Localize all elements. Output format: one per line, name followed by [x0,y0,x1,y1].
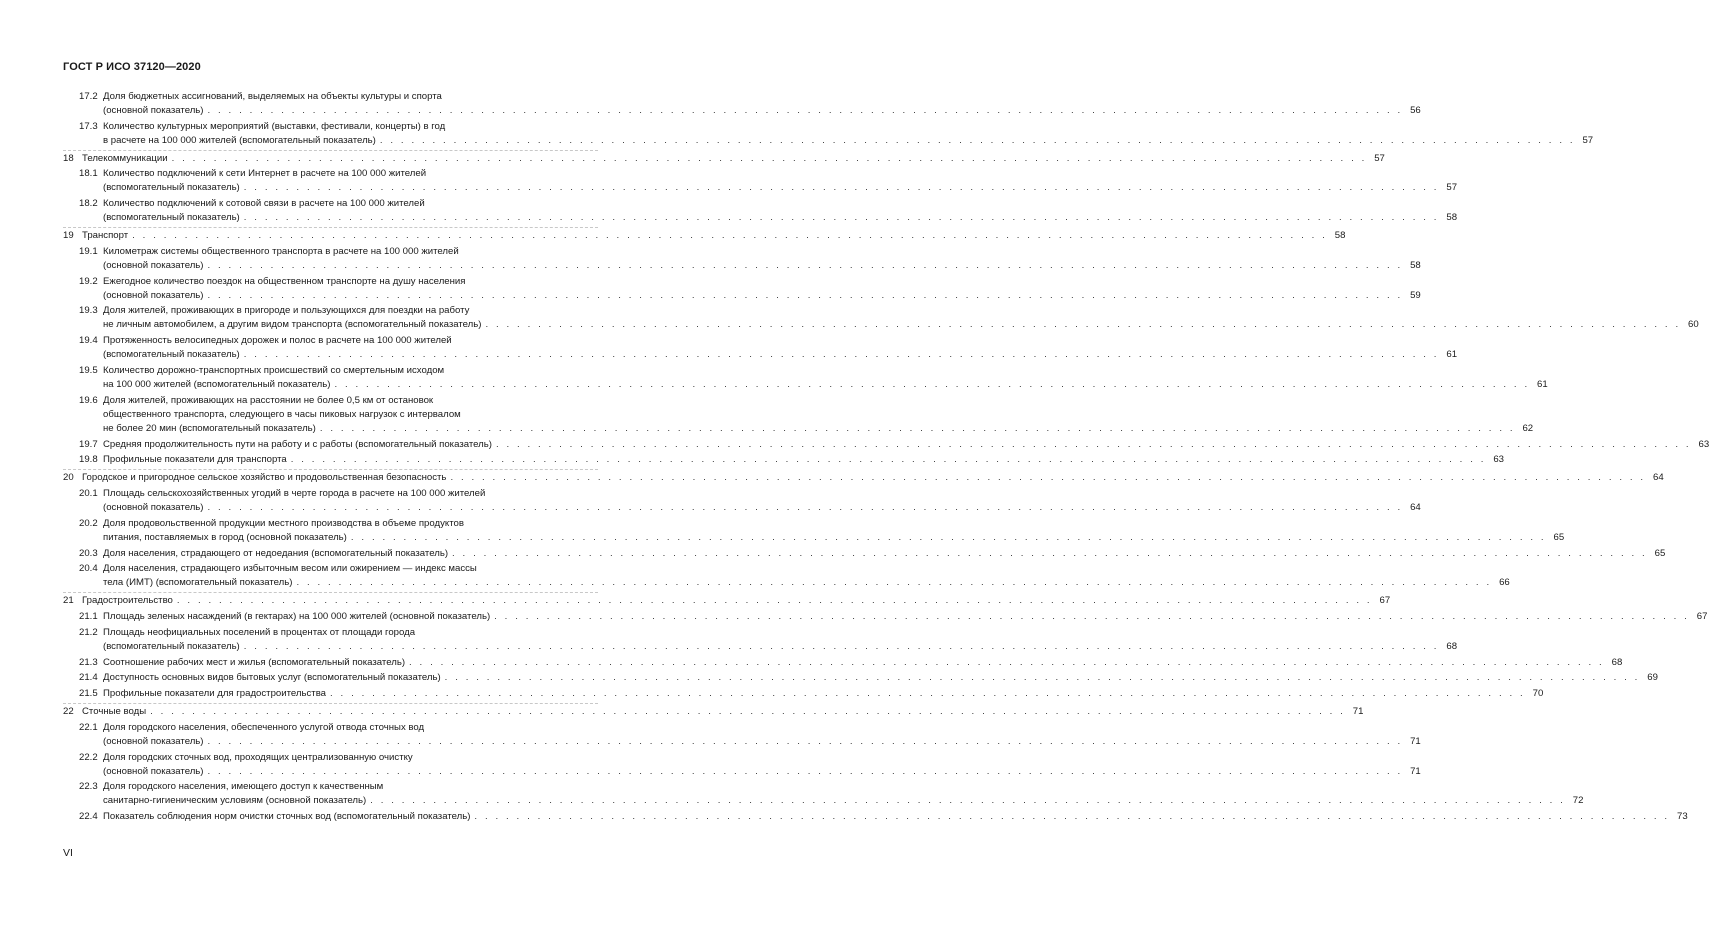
toc-page-number: 57 [1374,152,1385,164]
toc-title: питания, поставляемых в город (основной показатель) [103,531,347,543]
toc-title: Соотношение рабочих мест и жилья (вспомогательный показатель) [103,656,406,668]
toc-section[interactable] [63,229,1346,243]
toc-title: Доля жителей, проживающих на расстоянии не более 0,5 км от остановок [103,394,434,406]
toc-subsection[interactable] [63,721,1421,749]
toc-number: 21.2 [79,626,98,638]
toc-section[interactable] [63,705,1364,719]
toc-title: в расчете на 100 000 жителей (вспомогательный показатель) [103,134,376,146]
toc-number: 19.2 [79,275,98,287]
toc-number [79,181,103,195]
toc-subsection[interactable] [63,656,1623,670]
toc-number [79,576,103,590]
dot-leader: . . . . . . . . . . . . . . . . . . . . . . . . . . . . . . . . . . . . . . . . . . . . . . . . . . . . . . . . . . . . . . . . . . . . . . . . . . . . . . . . . . . . . . . . . . . . . . . . . . . . . . . . . . . . . . . . . . [243,349,1440,361]
toc-title: Профильные показатели для транспорта [103,454,287,466]
toc-number: 22.3 [79,781,98,793]
toc-number: 17.3 [79,120,98,132]
dot-leader: . . . . . . . . . . . . . . . . . . . . . . . . . . . . . . . . . . . . . . . . . . . . . . . . . . . . . . . . . . . . . . . . . . . . . . . . . . . . . . . . . . . . . . . . . . . . . . . . . . . . . . . . . . . . . . . . . . [243,212,1440,224]
toc-number: 19.5 [79,364,98,376]
toc-number [79,259,103,273]
toc-number: 18.2 [79,198,98,210]
dot-leader: . . . . . . . . . . . . . . . . . . . . . . . . . . . . . . . . . . . . . . . . . . . . . . . . . . . . . . . . . . . . . . . . . . . . . . . . . . . . . . . . . . . . . . . . . . . . . . . . . . . . . . . . . . . . . . . . . . [319,422,1516,434]
toc-title: Транспорт [82,229,129,241]
dot-leader: . . . . . . . . . . . . . . . . . . . . . . . . . . . . . . . . . . . . . . . . . . . . . . . . . . . . . . . . . . . . . . . . . . . . . . . . . . . . . . . . . . . . . . . . . . . . . . . . . . . . . . . . . . . . . . . . . . [409,656,1605,668]
dot-leader: . . . . . . . . . . . . . . . . . . . . . . . . . . . . . . . . . . . . . . . . . . . . . . . . . . . . . . . . . . . . . . . . . . . . . . . . . . . . . . . . . . . . . . . . . . . . . . . . . . . . . . . . . . . . . . . . . . [207,735,1403,747]
toc-number: 22.2 [79,751,98,763]
toc-title: санитарно-гигиеническим условиям (основной показатель) [103,795,367,807]
toc-title: Доля городского населения, имеющего доступ к качественным [103,781,384,793]
toc-page-number: 71 [1410,765,1421,777]
toc-number: 19.3 [79,305,98,317]
toc-page-number: 66 [1499,577,1510,589]
dot-leader: . . . . . . . . . . . . . . . . . . . . . . . . . . . . . . . . . . . . . . . . . . . . . . . . . . . . . . . . . . . . . . . . . . . . . . . . . . . . . . . . . . . . . . . . . . . . . . . . . . . . . . . . . . . . . . . . . . [494,610,1690,622]
section-divider [63,469,598,470]
toc-page-number: 67 [1696,610,1708,622]
toc-title: Площадь зеленых насаждений (в гектарах) на 100 000 жителей (основной показатель) [103,610,491,622]
toc-subsection[interactable] [63,438,1709,452]
toc-title: Доля населения, страдающего избыточным весом или ожирением — индекс массы [103,563,477,575]
dot-leader: . . . . . . . . . . . . . . . . . . . . . . . . . . . . . . . . . . . . . . . . . . . . . . . . . . . . . . . . . . . . . . . . . . . . . . . . . . . . . . . . . . . . . . . . . . . . . . . . . . . . . . . . . . . . . . . . . . [243,640,1440,652]
toc-page-number: 63 [1698,438,1709,450]
toc-title: (основной показатель) [103,501,204,513]
toc-number: 19.8 [79,454,98,466]
dot-leader: . . . . . . . . . . . . . . . . . . . . . . . . . . . . . . . . . . . . . . . . . . . . . . . . . . . . . . . . . . . . . . . . . . . . . . . . . . . . . . . . . . . . . . . . . . . . . . . . . . . . . . . . . . . . . . . . . . [171,152,1367,164]
toc-page-number: 59 [1410,289,1421,301]
dot-leader: . . . . . . . . . . . . . . . . . . . . . . . . . . . . . . . . . . . . . . . . . . . . . . . . . . . . . . . . . . . . . . . . . . . . . . . . . . . . . . . . . . . . . . . . . . . . . . . . . . . . . . . . . . . . . . . . . . [350,531,1547,543]
toc-number [79,211,103,225]
toc-title: Сточные воды [82,705,147,717]
toc-number: 19.7 [79,438,98,450]
toc-subsection[interactable] [63,364,1548,392]
toc-number: 21.5 [79,688,98,700]
section-divider [63,227,598,228]
toc-number: 19.4 [79,335,98,347]
toc-title: (вспомогательный показатель) [103,212,240,224]
toc-page-number: 67 [1379,595,1391,607]
toc-subsection[interactable] [63,487,1421,515]
toc-title: (вспомогательный показатель) [103,182,240,194]
dot-leader: . . . . . . . . . . . . . . . . . . . . . . . . . . . . . . . . . . . . . . . . . . . . . . . . . . . . . . . . . . . . . . . . . . . . . . . . . . . . . . . . . . . . . . . . . . . . . . . . . . . . . . . . . . . . . . . . . . [290,454,1486,466]
toc-number: 22 [63,705,74,717]
toc-subsection[interactable] [63,453,1504,467]
toc-title: Городское и пригородное сельское хозяйство и продовольственная безопасность [82,472,447,484]
toc-title: (вспомогательный показатель) [103,640,240,652]
toc-number: 22.1 [79,721,98,733]
toc-title: общественного транспорта, следующего в часы пиковых нагрузок с интервалом [103,408,461,420]
dot-leader: . . . . . . . . . . . . . . . . . . . . . . . . . . . . . . . . . . . . . . . . . . . . . . . . . . . . . . . . . . . . . . . . . . . . . . . . . . . . . . . . . . . . . . . . . . . . . . . . . . . . . . . . . . . . . . . . . . [207,765,1403,777]
toc-page-number: 58 [1334,229,1346,241]
toc-title: Протяженность велосипедных дорожек и полос в расчете на 100 000 жителей [103,335,452,347]
toc-subsection[interactable] [63,626,1458,654]
dot-leader: . . . . . . . . . . . . . . . . . . . . . . . . . . . . . . . . . . . . . . . . . . . . . . . . . . . . . . . . . . . . . . . . . . . . . . . . . . . . . . . . . . . . . . . . . . . . . . . . . . . . . . . . . . . . . . . . . . [370,795,1566,807]
toc-title: Доля продовольственной продукции местного производства в объеме продуктов [103,517,464,529]
table-of-contents [63,90,1709,826]
dot-leader: . . . . . . . . . . . . . . . . . . . . . . . . . . . . . . . . . . . . . . . . . . . . . . . . . . . . . . . . . . . . . . . . . . . . . . . . . . . . . . . . . . . . . . . . . . . . . . . . . . . . . . . . . . . . . . . . . . [243,182,1440,194]
toc-number: 19.6 [79,394,98,406]
toc-title: Показатель соблюдения норм очистки сточных вод (вспомогательный показатель) [103,811,471,823]
toc-title: Градостроительство [82,595,173,607]
toc-title: Площадь сельскохозяйственных угодий в черте города в расчете на 100 000 жителей [103,487,486,499]
dot-leader: . . . . . . . . . . . . . . . . . . . . . . . . . . . . . . . . . . . . . . . . . . . . . . . . . . . . . . . . . . . . . . . . . . . . . . . . . . . . . . . . . . . . . . . . . . . . . . . . . . . . . . . . . . . . . . . . . . [207,259,1403,271]
toc-page-number: 73 [1677,811,1688,823]
toc-number: 20.4 [79,563,98,575]
toc-page-number: 68 [1446,640,1458,652]
dot-leader: . . . . . . . . . . . . . . . . . . . . . . . . . . . . . . . . . . . . . . . . . . . . . . . . . . . . . . . . . . . . . . . . . . . . . . . . . . . . . . . . . . . . . . . . . . . . . . . . . . . . . . . . . . . . . . . . . . [296,577,1492,589]
toc-title: не более 20 мин (вспомогательный показатель) [103,422,316,434]
toc-title: Доля городского населения, обеспеченного услугой отвода сточных вод [103,721,425,733]
toc-title: Доступность основных видов бытовых услуг (вспомогательный показатель) [103,672,441,684]
toc-title: Количество дорожно-транспортных происшествий со смертельным исходом [103,364,445,376]
dot-leader: . . . . . . . . . . . . . . . . . . . . . . . . . . . . . . . . . . . . . . . . . . . . . . . . . . . . . . . . . . . . . . . . . . . . . . . . . . . . . . . . . . . . . . . . . . . . . . . . . . . . . . . . . . . . . . . . . . [207,501,1403,513]
toc-subsection[interactable] [63,810,1688,824]
toc-title: (основной показатель) [103,105,204,116]
toc-number: 20 [63,472,74,484]
dot-leader: . . . . . . . . . . . . . . . . . . . . . . . . . . . . . . . . . . . . . . . . . . . . . . . . . . . . . . . . . . . . . . . . . . . . . . . . . . . . . . . . . . . . . . . . . . . . . . . . . . . . . . . . . . . . . . . . . . [334,378,1530,390]
dot-leader: . . . . . . . . . . . . . . . . . . . . . . . . . . . . . . . . . . . . . . . . . . . . . . . . . . . . . . . . . . . . . . . . . . . . . . . . . . . . . . . . . . . . . . . . . . . . . . . . . . . . . . . . . . . . . . . . . . [450,472,1646,484]
toc-number: 18 [63,152,74,164]
document-header: ГОСТ Р ИСО 37120—2020 [63,61,201,73]
toc-number: 18.1 [79,168,98,180]
toc-title: на 100 000 жителей (вспомогательный показатель) [103,378,331,390]
toc-title: Ежегодное количество поездок на общественном транспорте на душу населения [103,275,466,287]
toc-title: Километраж системы общественного транспорта в расчете на 100 000 жителей [103,245,459,257]
toc-number [79,318,103,332]
toc-number [79,348,103,362]
toc-subsection[interactable] [63,547,1666,561]
dot-leader: . . . . . . . . . . . . . . . . . . . . . . . . . . . . . . . . . . . . . . . . . . . . . . . . . . . . . . . . . . . . . . . . . . . . . . . . . . . . . . . . . . . . . . . . . . . . . . . . . . . . . . . . . . . . . . . . . . [207,105,1403,116]
dot-leader: . . . . . . . . . . . . . . . . . . . . . . . . . . . . . . . . . . . . . . . . . . . . . . . . . . . . . . . . . . . . . . . . . . . . . . . . . . . . . . . . . . . . . . . . . . . . . . . . . . . . . . . . . . . . . . . . . . [444,672,1640,684]
toc-number [79,408,103,422]
toc-number [79,422,103,436]
toc-subsection[interactable] [63,334,1458,362]
toc-number: 21.4 [79,672,98,684]
toc-subsection[interactable] [63,780,1584,808]
toc-page-number: 71 [1410,735,1421,747]
toc-subsection[interactable] [63,671,1658,685]
section-divider [63,592,598,593]
toc-number [79,378,103,392]
toc-page-number: 72 [1572,795,1584,807]
toc-number: 21 [63,595,74,607]
toc-subsection[interactable] [63,751,1421,779]
toc-page-number: 61 [1446,349,1458,361]
toc-page-number: 61 [1537,378,1548,390]
toc-page-number: 71 [1352,705,1364,717]
toc-title: тела (ИМТ) (вспомогательный показатель) [103,577,293,589]
dot-leader: . . . . . . . . . . . . . . . . . . . . . . . . . . . . . . . . . . . . . . . . . . . . . . . . . . . . . . . . . . . . . . . . . . . . . . . . . . . . . . . . . . . . . . . . . . . . . . . . . . . . . . . . . . . . . . . . . . [485,319,1681,331]
toc-title: (основной показатель) [103,289,204,301]
toc-page-number: 65 [1654,547,1666,559]
toc-section[interactable] [63,594,1391,608]
dot-leader: . . . . . . . . . . . . . . . . . . . . . . . . . . . . . . . . . . . . . . . . . . . . . . . . . . . . . . . . . . . . . . . . . . . . . . . . . . . . . . . . . . . . . . . . . . . . . . . . . . . . . . . . . . . . . . . . . . [330,688,1526,700]
toc-page-number: 58 [1446,212,1458,224]
toc-page-number: 70 [1532,688,1544,700]
toc-subsection[interactable] [63,167,1458,195]
toc-title: (вспомогательный показатель) [103,349,240,361]
toc-page-number: 64 [1653,472,1664,484]
toc-number [79,501,103,515]
toc-number [79,289,103,303]
toc-number [79,134,103,148]
toc-title: (основной показатель) [103,765,204,777]
toc-subsection[interactable] [63,90,1421,118]
toc-title: Профильные показатели для градостроительства [103,688,327,700]
toc-number: 17.2 [79,91,98,102]
toc-number: 20.1 [79,487,98,499]
toc-subsection[interactable] [63,687,1544,701]
toc-subsection[interactable] [63,394,1534,436]
toc-title: Телекоммуникации [82,152,168,164]
toc-title: Доля жителей, проживающих в пригороде и пользующихся для поездки на работу [103,305,470,317]
toc-number: 20.2 [79,517,98,529]
toc-subsection[interactable] [63,275,1421,303]
toc-title: Доля населения, страдающего от недоедания (вспомогательный показатель) [103,547,449,559]
toc-subsection[interactable] [63,517,1565,545]
toc-subsection[interactable] [63,304,1699,332]
toc-title: Количество подключений к сотовой связи в расчете на 100 000 жителей [103,198,425,210]
toc-subsection[interactable] [63,610,1708,624]
toc-number: 20.3 [79,547,98,559]
toc-number [79,765,103,779]
toc-number: 21.1 [79,610,98,622]
toc-page-number: 57 [1446,182,1458,194]
toc-number [79,104,103,118]
toc-section[interactable] [63,152,1385,166]
toc-page-number: 56 [1410,105,1421,116]
page-number: VI [63,847,73,859]
toc-title: Количество подключений к сети Интернет в расчете на 100 000 жителей [103,168,427,180]
toc-title: не личным автомобилем, а другим видом транспорта (вспомогательный показатель) [103,319,482,331]
toc-number [79,531,103,545]
toc-number: 22.4 [79,811,98,823]
toc-title: Площадь неофициальных поселений в процентах от площади города [103,626,416,638]
toc-title: Средняя продолжительность пути на работу и с работы (вспомогательный показатель) [103,438,492,450]
toc-subsection[interactable] [63,120,1594,148]
toc-number: 19 [63,229,74,241]
toc-page-number: 60 [1688,319,1699,331]
dot-leader: . . . . . . . . . . . . . . . . . . . . . . . . . . . . . . . . . . . . . . . . . . . . . . . . . . . . . . . . . . . . . . . . . . . . . . . . . . . . . . . . . . . . . . . . . . . . . . . . . . . . . . . . . . . . . . . . . . [495,438,1692,450]
toc-number: 19.1 [79,245,98,257]
toc-subsection[interactable] [63,562,1510,590]
dot-leader: . . . . . . . . . . . . . . . . . . . . . . . . . . . . . . . . . . . . . . . . . . . . . . . . . . . . . . . . . . . . . . . . . . . . . . . . . . . . . . . . . . . . . . . . . . . . . . . . . . . . . . . . . . . . . . . . . . [207,289,1403,301]
toc-number [79,794,103,808]
toc-page-number: 63 [1493,454,1504,466]
dot-leader: . . . . . . . . . . . . . . . . . . . . . . . . . . . . . . . . . . . . . . . . . . . . . . . . . . . . . . . . . . . . . . . . . . . . . . . . . . . . . . . . . . . . . . . . . . . . . . . . . . . . . . . . . . . . . . . . . . [379,134,1576,146]
dot-leader: . . . . . . . . . . . . . . . . . . . . . . . . . . . . . . . . . . . . . . . . . . . . . . . . . . . . . . . . . . . . . . . . . . . . . . . . . . . . . . . . . . . . . . . . . . . . . . . . . . . . . . . . . . . . . . . . . . [150,705,1346,717]
section-divider [63,703,598,704]
toc-page-number: 62 [1522,422,1534,434]
dot-leader: . . . . . . . . . . . . . . . . . . . . . . . . . . . . . . . . . . . . . . . . . . . . . . . . . . . . . . . . . . . . . . . . . . . . . . . . . . . . . . . . . . . . . . . . . . . . . . . . . . . . . . . . . . . . . . . . . . [176,595,1373,607]
toc-page-number: 69 [1647,672,1658,684]
toc-subsection[interactable] [63,197,1458,225]
dot-leader: . . . . . . . . . . . . . . . . . . . . . . . . . . . . . . . . . . . . . . . . . . . . . . . . . . . . . . . . . . . . . . . . . . . . . . . . . . . . . . . . . . . . . . . . . . . . . . . . . . . . . . . . . . . . . . . . . . [452,547,1648,559]
toc-page-number: 57 [1582,134,1594,146]
toc-page-number: 58 [1410,259,1421,271]
toc-page-number: 64 [1410,501,1421,513]
dot-leader: . . . . . . . . . . . . . . . . . . . . . . . . . . . . . . . . . . . . . . . . . . . . . . . . . . . . . . . . . . . . . . . . . . . . . . . . . . . . . . . . . . . . . . . . . . . . . . . . . . . . . . . . . . . . . . . . . . [132,229,1328,241]
toc-title: (основной показатель) [103,259,204,271]
dot-leader: . . . . . . . . . . . . . . . . . . . . . . . . . . . . . . . . . . . . . . . . . . . . . . . . . . . . . . . . . . . . . . . . . . . . . . . . . . . . . . . . . . . . . . . . . . . . . . . . . . . . . . . . . . . . . . . . . . [474,811,1670,823]
toc-title: (основной показатель) [103,735,204,747]
toc-page-number: 68 [1611,656,1623,668]
toc-title: Количество культурных мероприятий (выставки, фестивали, концерты) в год [103,120,446,132]
toc-section[interactable] [63,471,1664,485]
toc-number: 21.3 [79,656,98,668]
toc-title: Доля бюджетных ассигнований, выделяемых на объекты культуры и спорта [103,91,442,102]
section-divider [63,150,598,151]
toc-number [79,640,103,654]
toc-number [79,735,103,749]
toc-title: Доля городских сточных вод, проходящих централизованную очистку [103,751,413,763]
toc-subsection[interactable] [63,245,1421,273]
toc-page-number: 65 [1553,531,1565,543]
